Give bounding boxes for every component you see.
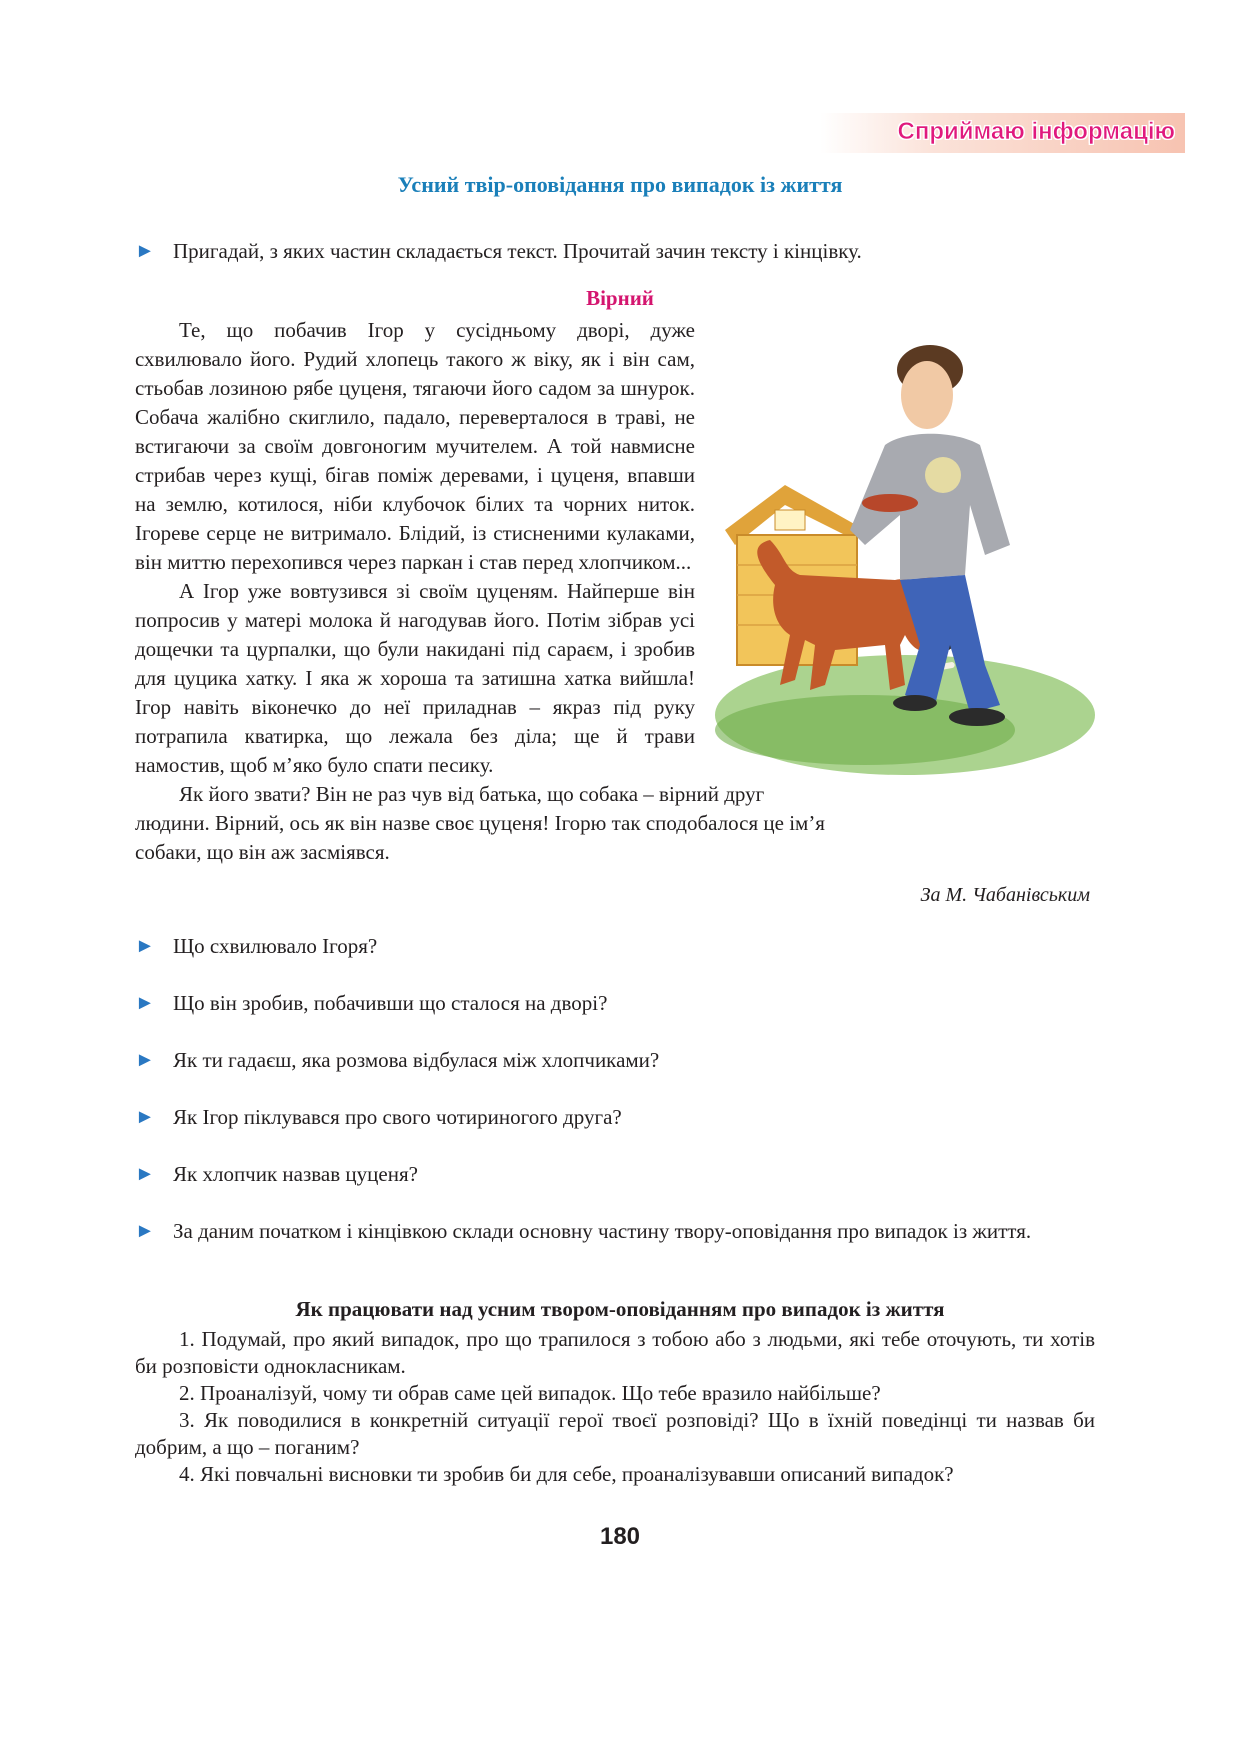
story-title: Вірний [586,286,654,310]
question-text: Як ти гадаєш, яка розмова відбулася між хлопчиками? [173,1048,660,1072]
section-label: Сприймаю інформацію [897,118,1175,145]
page-title: Усний твір-оповідання про випадок із життя [397,172,843,197]
question-item [135,988,1095,1018]
page-number: 180 [599,1523,641,1550]
howto-steps [135,1326,1095,1488]
story-paragraph-1: Те, що побачив Ігор у сусідньому дворі, дуже схвилювало його. Рудий хлопець такого ж віку, як і він сам, стьобав лозиною рябе цуценя, тягаючи його садом за шнурок. Собача жалібно скиглило, падало, переверталося в траві, не встигаючи за своїм довгоногим мучителем. А той навмисне стрибав через кущі, бігав поміж деревами, і цуценя, впавши на землю, котилося, ніби клубочок білих та чорних ниток. Ігореве серце не витримало. Блідий, із стисненими кулаками, він миттю перехопився через паркан і став перед хлопчиком... [135,318,695,574]
boy-feeding-dog-illustration [715,345,1095,780]
section-banner [820,113,1185,153]
question-item [135,1216,1095,1246]
arrow-bullet-icon: ► [135,1220,155,1242]
intro-task [135,236,1095,266]
question-item [135,1159,1095,1189]
howto-step: 4. Які повчальні висновки ти зробив би для себе, проаналізувавши описаний випадок? [179,1462,954,1486]
arrow-bullet-icon: ► [135,240,155,262]
story-text [135,316,825,867]
story-author: За М. Чабанівським [920,884,1090,906]
question-item [135,1045,1095,1075]
arrow-bullet-icon: ► [135,1049,155,1071]
question-text: Що він зробив, побачивши що сталося на дворі? [173,991,608,1015]
question-text: За даним початком і кінцівкою склади основну частину твору-оповідання про випадок із життя. [173,1219,1032,1243]
howto-step: 1. Подумай, про який випадок, про що трапилося з тобою або з людьми, які тебе оточують, ти хотів би розповісти однокласникам. [135,1327,1095,1378]
question-item [135,931,1095,961]
howto-step: 3. Як поводилися в конкретній ситуації герої твоєї розповіді? Що в їхній поведінці ти назвав би добрим, а що – поганим? [135,1408,1095,1459]
story-paragraph-2: А Ігор уже вовтузився зі своїм цуценям. Найперше він попросив у матері молока й нагодував його. Потім зібрав усі дощечки та цурпалки, що були накидані під сараєм, і зробив для цуцика хатку. І яка ж хороша та затишна хатка вийшла! Ігор навіть віконечко до неї приладнав – якраз під руку потрапила кватирка, що лежала без діла; ще й трави намостив, щоб м’яко було спати песику. [135,579,695,777]
howto-title: Як працювати над усним твором-оповіданням про випадок із життя [295,1297,945,1321]
arrow-bullet-icon: ► [135,992,155,1014]
arrow-bullet-icon: ► [135,1163,155,1185]
question-text: Як Ігор піклувався про свого чотириногого друга? [173,1105,622,1129]
intro-task-text: Пригадай, з яких частин складається текст. Прочитай зачин тексту і кінцівку. [173,239,862,263]
question-text: Що схвилювало Ігоря? [173,934,378,958]
arrow-bullet-icon: ► [135,935,155,957]
question-text: Як хлопчик назвав цуценя? [173,1162,418,1186]
arrow-bullet-icon: ► [135,1106,155,1128]
question-item [135,1102,1095,1132]
howto-step: 2. Проаналізуй, чому ти обрав саме цей випадок. Що тебе вразило найбільше? [179,1381,881,1405]
story-paragraph-3: Як його звати? Він не раз чув від батька, що собака – вірний друг людини. Вірний, ось як він назве своє цуценя! Ігорю так сподобалося це ім’я собаки, що він аж засміявся. [135,782,825,864]
